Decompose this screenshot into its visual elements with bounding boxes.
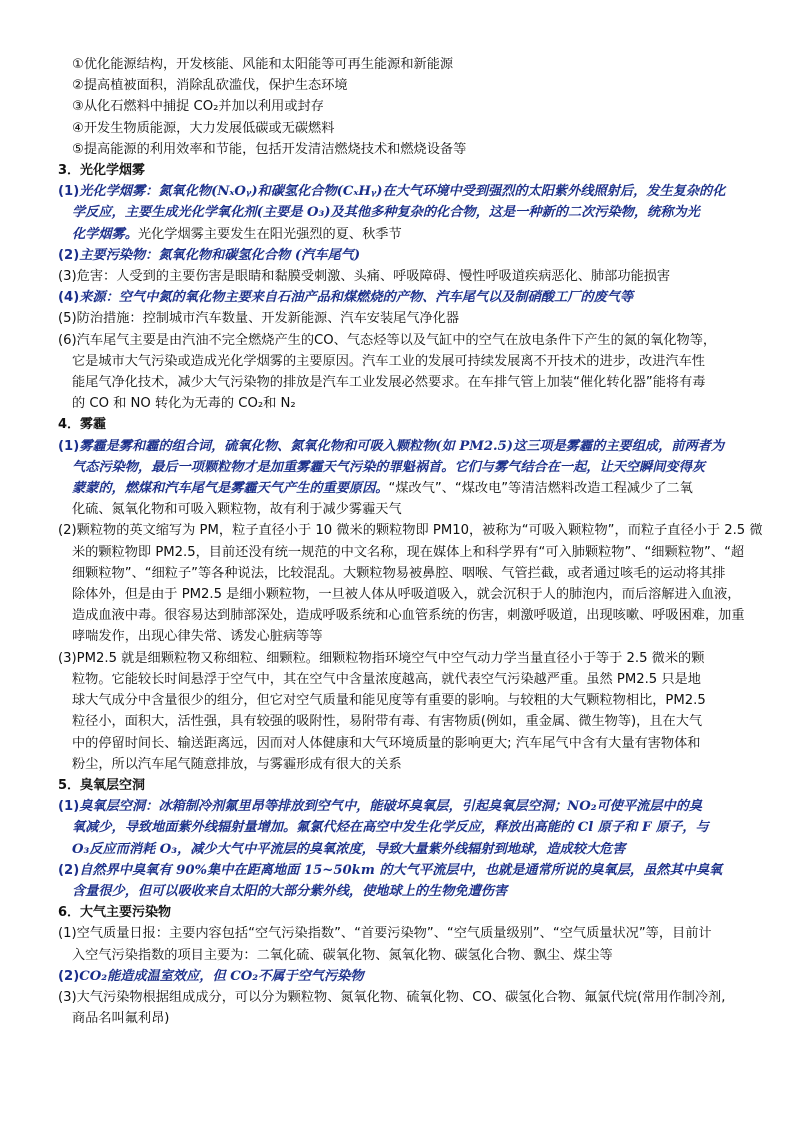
list-item: ③从化石燃料中捕捉 CO₂并加以利用或封存 bbox=[72, 99, 324, 115]
emphasis-text: 化学烟雾。 bbox=[72, 226, 138, 242]
emphasis-text: 自然界中臭氧有 90%集中在距离地面 15~50km 的大气平流层中，也就是通常所说的臭氧层，虽然其中臭氧 bbox=[79, 862, 723, 878]
body-text: 细颗粒物”、“细粒子”等各种说法，比较混乱。大颗粒物易被鼻腔、咽喉、气管拦截，或者通过咳毛的运动将其排 bbox=[72, 565, 726, 581]
emphasis-text: 臭氧层空洞：冰箱制冷剂氟里昂等排放到空气中，能破坏臭氧层，引起臭氧层空洞；NO₂可使平流层中的臭 bbox=[79, 799, 702, 815]
emphasis-text: 氧减少，导致地面紫外线辐射量增加。氟氯代烃在高空中发生化学反应，释放出高能的 Cl 原子和 F 原子，与 bbox=[72, 820, 709, 836]
body-text: 球大气成分中含量很少的组分，但它对空气质量和能见度等有重要的影响。与较粗的大气颗粒物相比，PM2.5 bbox=[72, 693, 706, 709]
paragraph bbox=[58, 245, 770, 266]
body-text: 粒径小，面积大，活性强，具有较强的吸附性，易附带有毒、有害物质(例如，重金属、微生物等)，且在大气 bbox=[72, 714, 703, 730]
paragraph: (5)防治措施：控制城市汽车数量、开发新能源、汽车安装尾气净化器 bbox=[58, 311, 460, 327]
paragraph bbox=[58, 287, 770, 308]
paragraph-number: (1) bbox=[58, 438, 80, 454]
body-text: 造成血液中毒。很容易达到肺部深处，造成呼吸系统和心血管系统的伤害，刺激呼吸道，出现咳嗽、呼吸困难，加重 bbox=[72, 608, 745, 624]
body-text: (3)PM2.5 就是细颗粒物又称细粒、细颗粒。细颗粒物指环境空气中空气动力学当量直径小于等于 2.5 微米的颗 bbox=[58, 650, 705, 666]
list-item: ①优化能源结构，开发核能、风能和太阳能等可再生能源和新能源 bbox=[72, 57, 454, 72]
body-text: 米的颗粒物即 PM2.5，目前还没有统一规范的中文名称，现在媒体上和科学界有“可入肺颗粒物”、“细颗粒物”、“超 bbox=[72, 544, 745, 560]
list-item: ②提高植被面积，消除乱砍滥伐，保护生态环境 bbox=[72, 78, 348, 94]
list-item: ④开发生物质能源，大力发展低碳或无碳燃料 bbox=[72, 120, 335, 136]
paragraph bbox=[58, 923, 770, 965]
paragraph bbox=[58, 181, 770, 245]
body-text: 化硫、氮氧化物和可吸入颗粒物，故有利于减少雾霾天气 bbox=[72, 502, 402, 518]
section-heading: 3．光化学烟雾 bbox=[58, 163, 146, 179]
body-text: 中的停留时间长、输送距离远，因而对人体健康和大气环境质量的影响更大; 汽车尾气中含有大量有害物体和 bbox=[72, 735, 701, 751]
body-text: 粒物。它能较长时间悬浮于空气中，其在空气中含量浓度越高，就代表空气污染越严重。虽然 PM2.5 只是地 bbox=[72, 671, 701, 687]
body-text: 光化学烟雾主要发生在阳光强烈的夏、秋季节 bbox=[137, 226, 402, 242]
body-text: 除体外，但是由于 PM2.5 是细小颗粒物，一旦被人体从呼吸道吸入，就会沉积于人的肺泡内，而后溶解进入血液， bbox=[72, 587, 741, 603]
emphasis-text: 光化学烟雾：氮氧化物(NₓOᵧ)和碳氢化合物(CₓHᵧ)在大气环境中受到强烈的太阳紫外线照射后，发生复杂的化 bbox=[79, 184, 726, 200]
paragraph bbox=[58, 436, 770, 521]
emphasis-text: 雾霾是雾和霾的组合词，硫氧化物、氮氧化物和可吸入颗粒物(如 PM2.5)这三项是雾霾的主要组成，前两者为 bbox=[79, 438, 725, 454]
paragraph bbox=[58, 966, 770, 987]
paragraph bbox=[58, 796, 770, 860]
emphasis-text: 含量很少，但可以吸收来自太阳的大部分紫外线，使地球上的生物免遭伤害 bbox=[72, 883, 508, 899]
body-text: 粉尘，所以汽车尾气随意排放，与雾霾形成有很大的关系 bbox=[72, 756, 402, 772]
list-item: ⑤提高能源的利用效率和节能，包括开发清洁燃烧技术和燃烧设备等 bbox=[72, 141, 467, 157]
body-text: 商品名叫氟利昂) bbox=[72, 1011, 170, 1027]
body-text: 它是城市大气污染或造成光化学烟雾的主要原因。汽车工业的发展可持续发展离不开技术的进步，改进汽车性 bbox=[72, 353, 705, 369]
body-text: 哮喘发作，出现心律失常、诱发心脏病等等 bbox=[72, 629, 323, 645]
paragraph bbox=[58, 330, 770, 415]
body-text: “煤改气”、“煤改电”等清洁燃料改造工程减少了二氧 bbox=[388, 481, 693, 497]
paragraph-number: (2) bbox=[58, 862, 80, 878]
emphasis-text: 气态污染物，最后一项颗粒物才是加重雾霾天气污染的罪魁祸首。它们与雾气结合在一起，让天空瞬间变得灰 bbox=[72, 459, 705, 475]
paragraph-number: (4) bbox=[58, 290, 80, 306]
paragraph: (3)危害：人受到的主要伤害是眼睛和黏膜受刺激、头痛、呼吸障碍、慢性呼吸道疾病恶化、肺部功能损害 bbox=[58, 269, 671, 285]
document-page bbox=[58, 54, 770, 1029]
emphasis-text: 蒙蒙的，燃煤和汽车尾气是雾霾天气产生的重要原因。 bbox=[72, 481, 389, 497]
paragraph bbox=[58, 987, 770, 1029]
section-heading: 6．大气主要污染物 bbox=[58, 905, 172, 921]
body-text: (1)空气质量日报：主要内容包括“空气污染指数”、“首要污染物”、“空气质量级别”、“空气质量状况”等，目前计 bbox=[58, 926, 712, 942]
section-heading: 5．臭氧层空洞 bbox=[58, 777, 146, 793]
paragraph-number: (2) bbox=[58, 247, 80, 263]
paragraph bbox=[58, 520, 770, 647]
body-text: (3)大气污染物根据组成成分，可以分为颗粒物、氮氧化物、硫氧化物、CO、碳氢化合物、氟氯代烷(常用作制冷剂, bbox=[58, 989, 726, 1005]
body-text: 能尾气净化技术，减少大气污染物的排放是汽车工业发展必然要求。在车排气管上加装“催化转化器”能将有毒 bbox=[72, 375, 706, 391]
body-text: 入空气污染指数的项目主要为：二氧化硫、碳氧化物、氮氧化物、碳氢化合物、飘尘、煤尘等 bbox=[72, 947, 613, 963]
body-text: 的 CO 和 NO 转化为无毒的 CO₂和 N₂ bbox=[72, 396, 296, 412]
emphasis-text: 主要污染物：氮氧化物和碳氢化合物 (汽车尾气) bbox=[79, 247, 361, 263]
paragraph-number: (1) bbox=[58, 799, 80, 815]
emphasis-text: 来源：空气中氮的氧化物主要来自石油产品和煤燃烧的产物、汽车尾气以及制硝酸工厂的废气等 bbox=[79, 290, 634, 306]
paragraph bbox=[58, 648, 770, 775]
body-text: (2)颗粒物的英文缩写为 PM，粒子直径小于 10 微米的颗粒物即 PM10，被称为“可吸入颗粒物”，而粒子直径小于 2.5 微 bbox=[58, 523, 763, 539]
paragraph bbox=[58, 860, 770, 902]
paragraph-number: (1) bbox=[58, 184, 80, 200]
emphasis-text: CO₂能造成温室效应，但 CO₂不属于空气污染物 bbox=[79, 968, 364, 984]
body-text: (6)汽车尾气主要是由汽油不完全燃烧产生的CO、气态烃等以及气缸中的空气在放电条件下产生的氮的氧化物等， bbox=[58, 332, 717, 348]
section-heading: 4．雾霾 bbox=[58, 417, 107, 433]
emphasis-text: O₃反应而消耗 O₃，减少大气中平流层的臭氧浓度，导致大量紫外线辐射到地球，造成较大危害 bbox=[72, 841, 626, 857]
emphasis-text: 学反应，主要生成光化学氧化剂(主要是 O₃)及其他多种复杂的化合物，这是一种新的二次污染物，统称为光 bbox=[72, 205, 700, 221]
paragraph-number: (2) bbox=[58, 968, 80, 984]
